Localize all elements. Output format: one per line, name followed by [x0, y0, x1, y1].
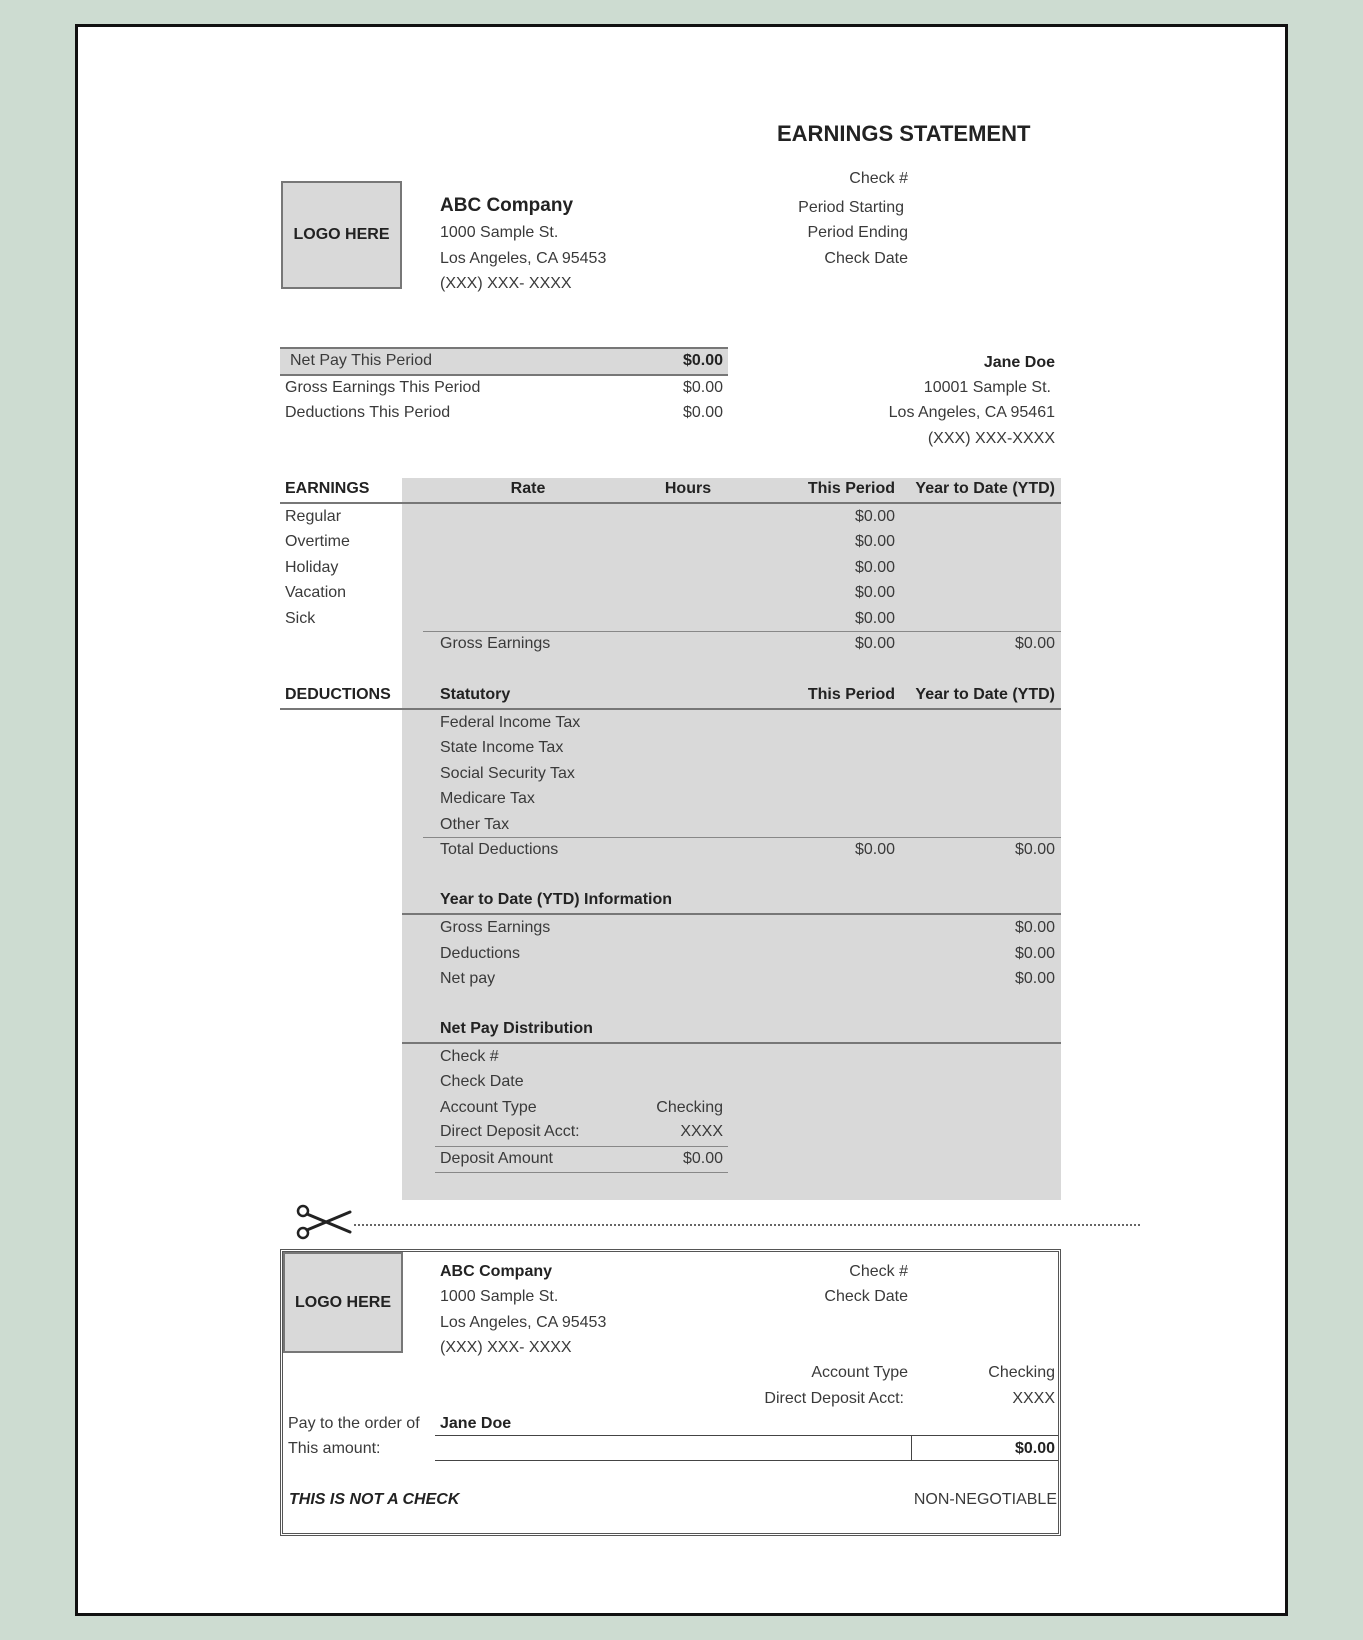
deposit-amount-bottom-rule	[435, 1172, 728, 1173]
earnings-row-label: Overtime	[285, 533, 350, 550]
gross-earnings-this-period: $0.00	[854, 635, 895, 652]
distribution-acct-label: Direct Deposit Acct:	[440, 1123, 580, 1140]
stub-check-date-label: Check Date	[824, 1288, 908, 1305]
check-date-label: Check Date	[824, 250, 908, 267]
stub-company-city: Los Angeles, CA 95453	[440, 1314, 607, 1331]
amount-rule	[435, 1460, 1058, 1461]
deduction-row-label: State Income Tax	[440, 739, 564, 756]
not-a-check-notice: THIS IS NOT A CHECK	[289, 1491, 460, 1508]
earnings-row-this-period: $0.00	[854, 610, 895, 627]
statement-title: EARNINGS STATEMENT	[777, 121, 1031, 146]
earnings-section-label: EARNINGS	[285, 480, 370, 497]
net-pay-label: Net Pay This Period	[290, 352, 432, 369]
distribution-rule	[402, 1042, 1061, 1044]
company-city: Los Angeles, CA 95453	[440, 250, 607, 267]
deduction-row-label: Social Security Tax	[440, 765, 575, 782]
pay-to-rule	[435, 1435, 1058, 1436]
this-period-column-header: This Period	[807, 480, 895, 497]
earnings-row-label: Vacation	[285, 584, 347, 601]
earnings-row-this-period: $0.00	[854, 559, 895, 576]
employee-city: Los Angeles, CA 95461	[888, 404, 1055, 421]
deposit-amount-label: Deposit Amount	[440, 1150, 553, 1167]
distribution-account-type-value: Checking	[656, 1099, 723, 1116]
earnings-row-label: Holiday	[285, 559, 339, 576]
period-starting-label: Period Starting	[798, 199, 904, 216]
ytd-info-row-label: Deductions	[440, 945, 521, 962]
deposit-amount-top-rule	[435, 1146, 728, 1147]
ytd-info-rule	[402, 913, 1061, 915]
company-logo: LOGO HERE	[281, 181, 402, 289]
ytd-info-row-value: $0.00	[1014, 919, 1055, 936]
deductions-ytd-header: Year to Date (YTD)	[915, 686, 1055, 703]
stub-acct-label: Direct Deposit Acct:	[764, 1390, 904, 1407]
pay-to-value: Jane Doe	[440, 1415, 512, 1432]
distribution-acct-value: XXXX	[680, 1123, 723, 1140]
ytd-column-header: Year to Date (YTD)	[915, 480, 1055, 497]
earnings-header-rule	[280, 502, 1061, 504]
deductions-section-label: DEDUCTIONS	[285, 686, 391, 703]
distribution-check-number: Check #	[440, 1048, 499, 1065]
hours-column-header: Hours	[664, 480, 712, 497]
amount-label: This amount:	[288, 1440, 381, 1457]
deductions-period-value: $0.00	[682, 404, 723, 421]
stub-account-type-value: Checking	[988, 1364, 1055, 1381]
deductions-this-period-header: This Period	[807, 686, 895, 703]
company-street: 1000 Sample St.	[440, 224, 559, 241]
stub-company-phone: (XXX) XXX- XXXX	[440, 1339, 572, 1356]
deductions-header-rule	[280, 708, 1061, 710]
deduction-row-label: Federal Income Tax	[440, 714, 581, 731]
summary-top-rule	[280, 347, 728, 349]
scissors-icon	[296, 1204, 352, 1240]
stub-acct-value: XXXX	[1012, 1390, 1055, 1407]
deduction-row-label: Other Tax	[440, 816, 510, 833]
gross-earnings-period-label: Gross Earnings This Period	[285, 379, 481, 396]
total-deductions-this-period: $0.00	[854, 841, 895, 858]
cut-line	[354, 1224, 1140, 1226]
deductions-period-label: Deductions This Period	[285, 404, 451, 421]
distribution-account-type-label: Account Type	[440, 1099, 537, 1116]
total-deductions-ytd: $0.00	[1014, 841, 1055, 858]
non-negotiable-notice: NON-NEGOTIABLE	[913, 1491, 1057, 1508]
employee-street: 10001 Sample St.	[923, 379, 1051, 396]
employee-name: Jane Doe	[983, 354, 1055, 371]
pay-to-label: Pay to the order of	[288, 1415, 420, 1432]
ytd-info-row-label: Gross Earnings	[440, 919, 551, 936]
stub-check-number-label: Check #	[849, 1263, 908, 1280]
deduction-row-label: Medicare Tax	[440, 790, 535, 807]
earnings-row-label: Regular	[285, 508, 342, 525]
distribution-check-date: Check Date	[440, 1073, 524, 1090]
ytd-info-row-value: $0.00	[1014, 945, 1055, 962]
ytd-info-title: Year to Date (YTD) Information	[440, 891, 673, 908]
total-deductions-label: Total Deductions	[440, 841, 559, 858]
net-pay-value: $0.00	[682, 352, 723, 369]
earnings-row-this-period: $0.00	[854, 508, 895, 525]
gross-earnings-ytd: $0.00	[1014, 635, 1055, 652]
rate-column-header: Rate	[510, 480, 546, 497]
company-phone: (XXX) XXX- XXXX	[440, 275, 572, 292]
gross-earnings-period-value: $0.00	[682, 379, 723, 396]
employee-phone: (XXX) XXX-XXXX	[927, 430, 1055, 447]
statutory-column-header: Statutory	[440, 686, 511, 703]
gross-earnings-label: Gross Earnings	[440, 635, 551, 652]
check-number-label: Check #	[849, 170, 908, 187]
total-deductions-rule	[423, 837, 1061, 838]
amount-value: $0.00	[1014, 1440, 1055, 1457]
earnings-row-this-period: $0.00	[854, 533, 895, 550]
stub-company-name: ABC Company	[440, 1263, 553, 1280]
earnings-statement-page	[75, 24, 1288, 1616]
stub-company-logo: LOGO HERE	[283, 1252, 403, 1353]
earnings-row-this-period: $0.00	[854, 584, 895, 601]
stub-account-type-label: Account Type	[811, 1364, 908, 1381]
period-ending-label: Period Ending	[807, 224, 908, 241]
company-name: ABC Company	[440, 195, 574, 216]
stub-company-street: 1000 Sample St.	[440, 1288, 559, 1305]
summary-mid-rule	[280, 374, 728, 376]
ytd-info-row-label: Net pay	[440, 970, 496, 987]
deposit-amount-value: $0.00	[682, 1150, 723, 1167]
distribution-title: Net Pay Distribution	[440, 1020, 593, 1037]
amount-divider	[911, 1435, 912, 1460]
earnings-row-label: Sick	[285, 610, 316, 627]
ytd-info-row-value: $0.00	[1014, 970, 1055, 987]
gross-earnings-rule	[423, 631, 1061, 632]
